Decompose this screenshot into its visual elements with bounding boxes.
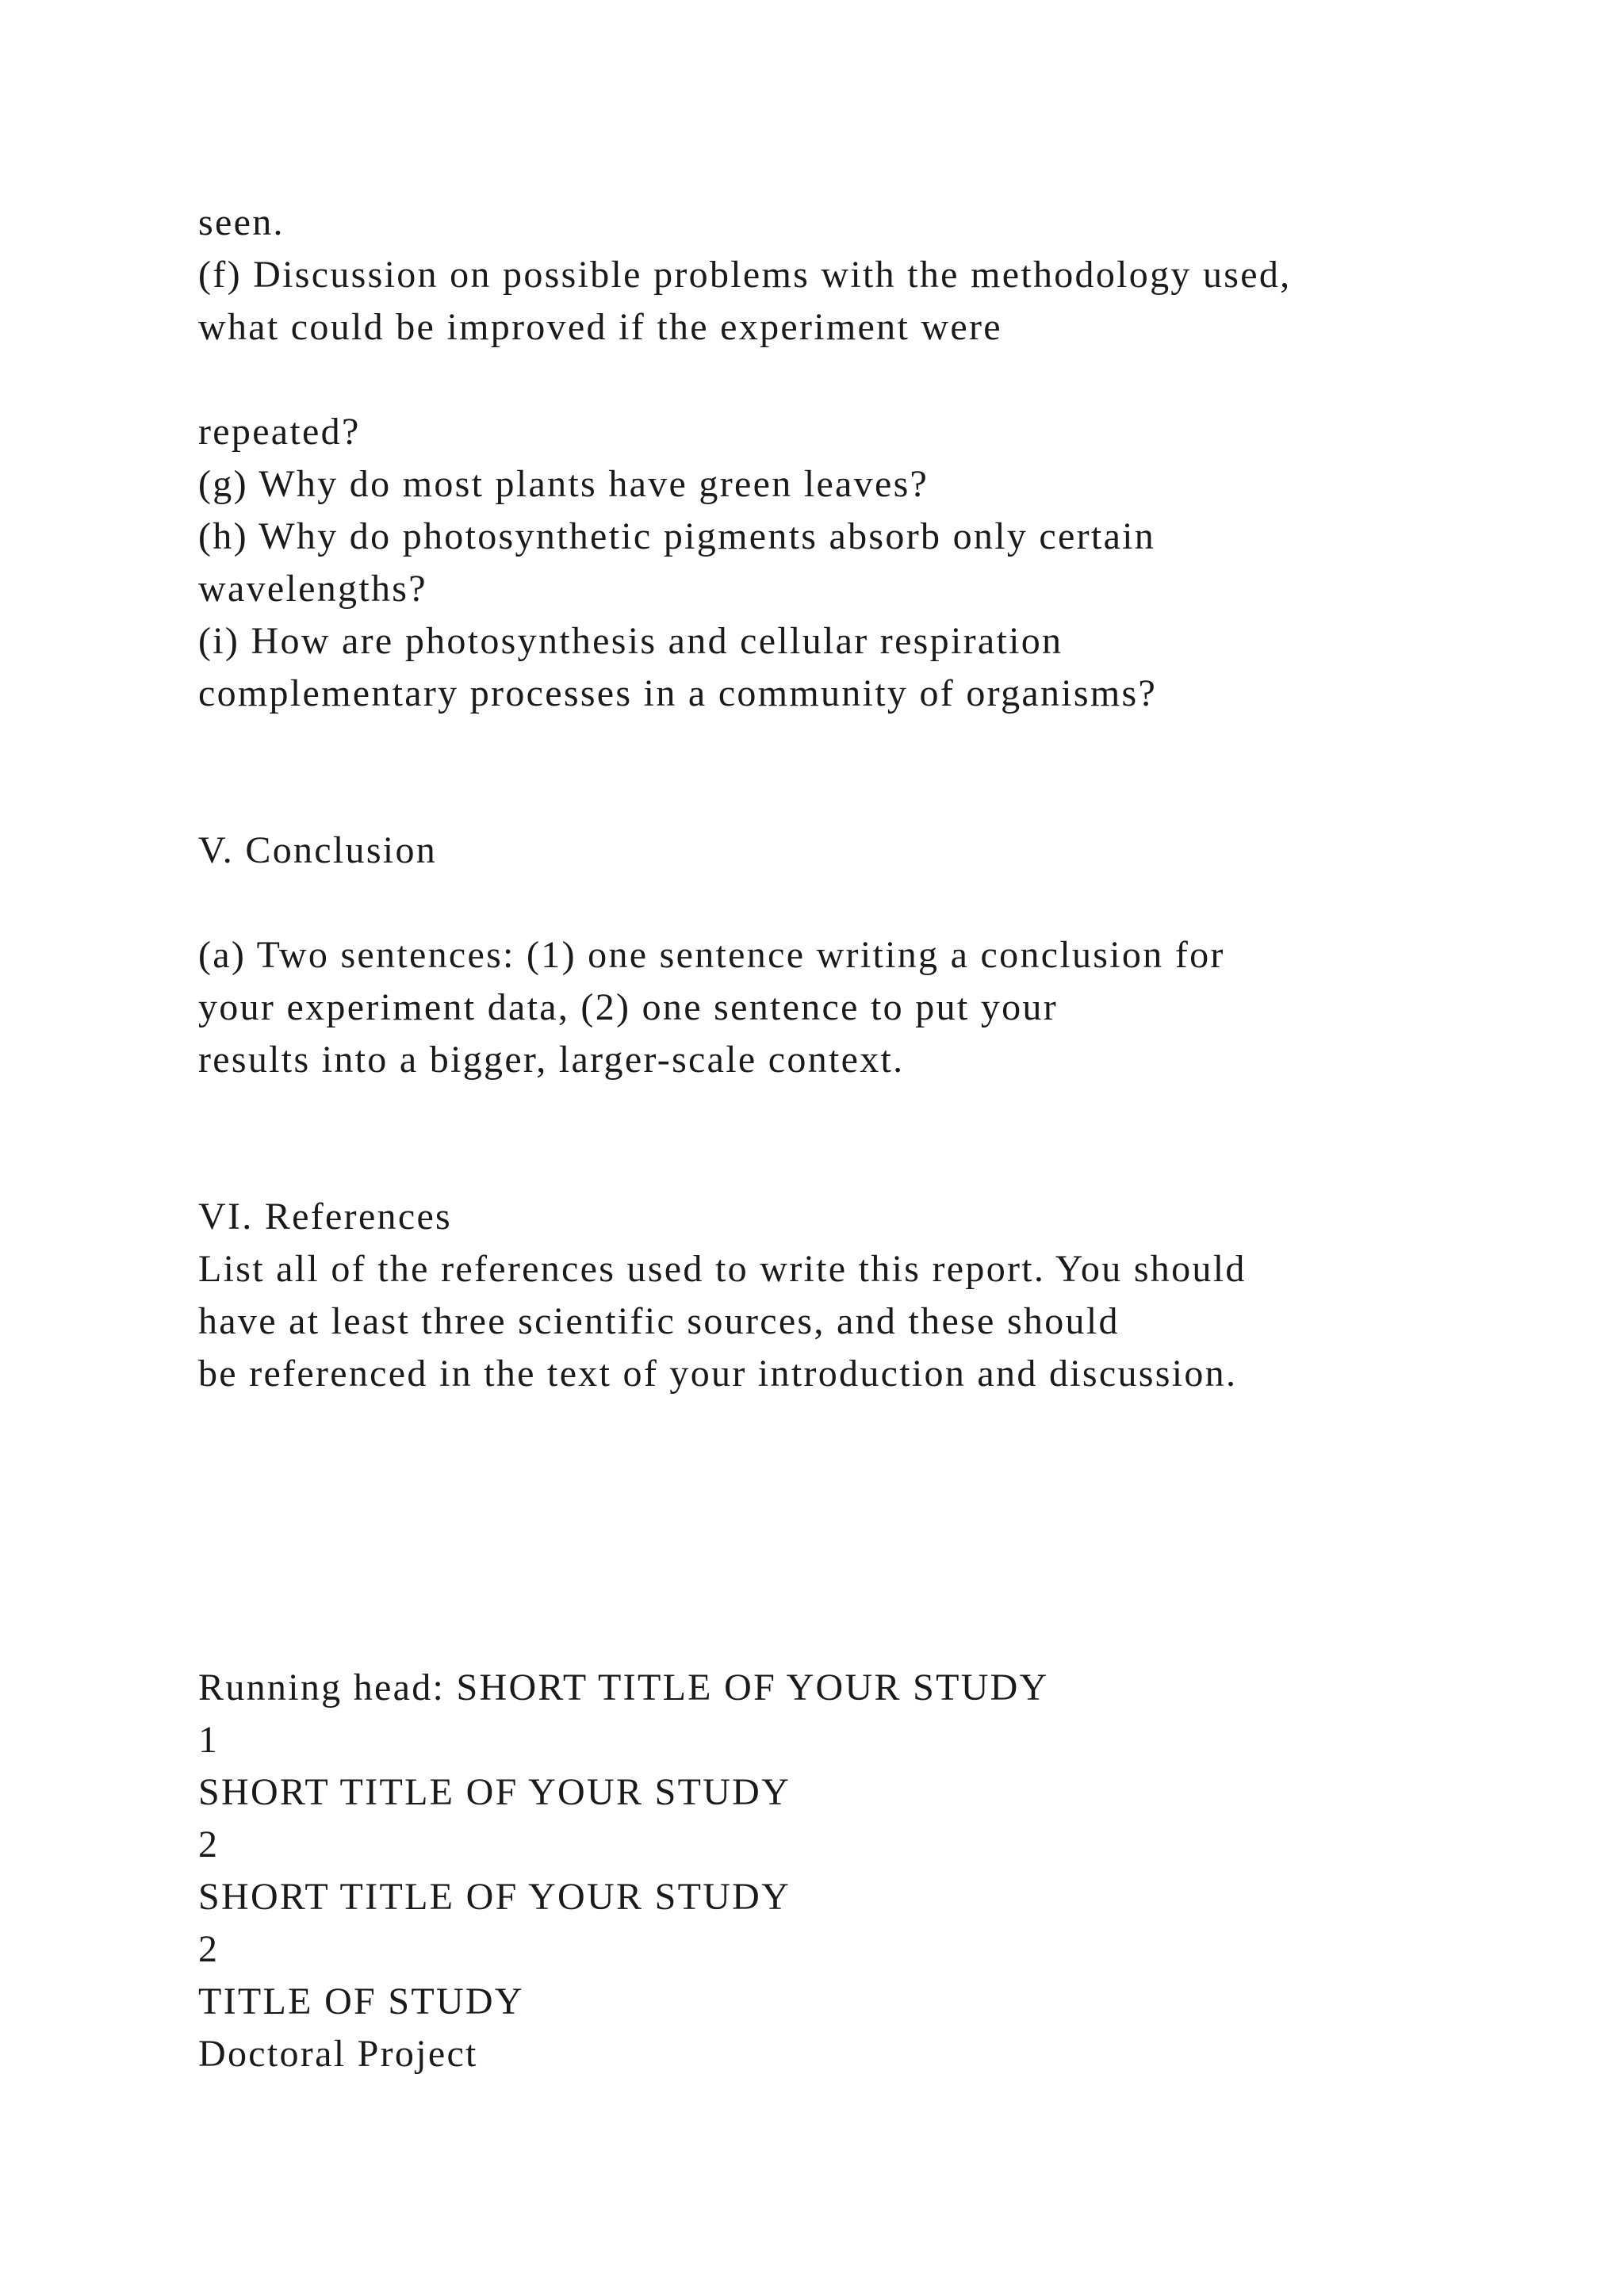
- question-i-line-1: (i) How are photosynthesis and cellular respiration: [198, 620, 1063, 662]
- question-f-line-1: (f) Discussion on possible problems with the methodology used,: [198, 254, 1292, 296]
- question-h-line-2: wavelengths?: [198, 568, 427, 610]
- section-heading-conclusion: V. Conclusion: [198, 829, 438, 871]
- question-i-line-2: complementary processes in a community of organisms?: [198, 672, 1158, 714]
- question-f-line-3: repeated?: [198, 411, 361, 453]
- references-line-1: List all of the references used to write this report. You should: [198, 1248, 1247, 1290]
- doctoral-project-label: Doctoral Project: [198, 2033, 478, 2075]
- section-heading-references: VI. References: [198, 1196, 453, 1238]
- conclusion-line-3: results into a bigger, larger-scale context.: [198, 1039, 905, 1081]
- conclusion-line-2: your experiment data, (2) one sentence to put your: [198, 986, 1058, 1028]
- references-line-2: have at least three scientific sources, and these should: [198, 1300, 1120, 1342]
- running-head: Running head: SHORT TITLE OF YOUR STUDY: [198, 1667, 1049, 1709]
- question-h-line-1: (h) Why do photosynthetic pigments absorb only certain: [198, 515, 1156, 557]
- page-number-1: 1: [198, 1719, 220, 1761]
- question-f-line-2: what could be improved if the experiment were: [198, 306, 1002, 348]
- page-number-2b: 2: [198, 1928, 220, 1970]
- page-number-2a: 2: [198, 1823, 220, 1866]
- references-line-3: be referenced in the text of your introduction and discussion.: [198, 1353, 1238, 1395]
- short-title-2: SHORT TITLE OF YOUR STUDY: [198, 1876, 791, 1918]
- question-g: (g) Why do most plants have green leaves?: [198, 463, 929, 505]
- short-title-1: SHORT TITLE OF YOUR STUDY: [198, 1771, 791, 1813]
- conclusion-line-1: (a) Two sentences: (1) one sentence writing a conclusion for: [198, 934, 1225, 976]
- study-title: TITLE OF STUDY: [198, 1980, 524, 2022]
- text-line-seen: seen.: [198, 201, 285, 243]
